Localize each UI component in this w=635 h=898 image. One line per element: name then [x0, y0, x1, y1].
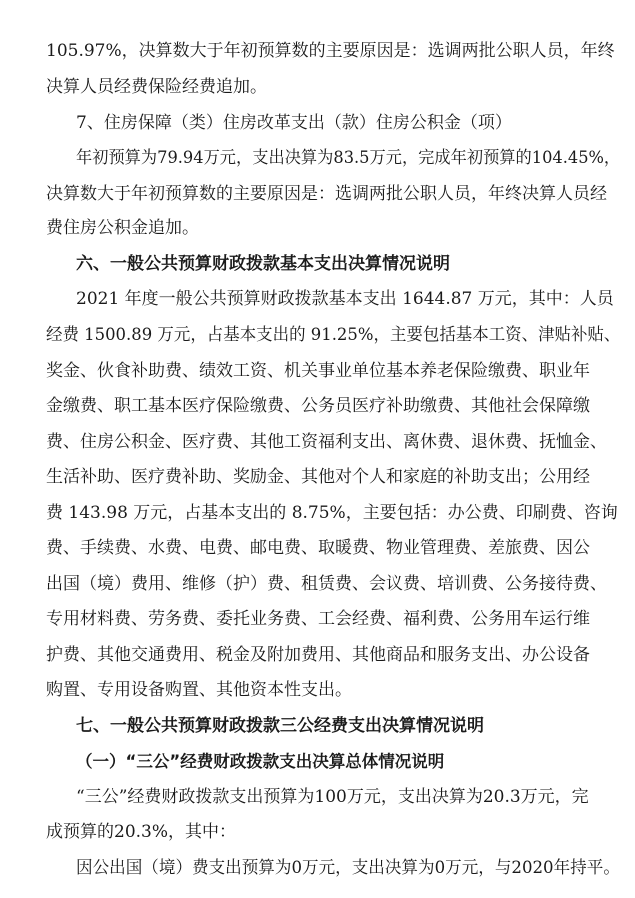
section-7-subheading: （一）“三公”经费财政拨款支出决算总体情况说明	[76, 752, 445, 771]
section-6-line: 购置、专用设备购置、其他资本性支出。	[46, 680, 352, 700]
section-6-line: 费 143.98 万元，占基本支出的 8.75%，主要包括：办公费、印刷费、咨询	[46, 503, 618, 523]
paragraph-1-line-2: 决算人员经费保险经费追加。	[46, 77, 267, 97]
section-6-line: 生活补助、医疗费补助、奖励金、其他对个人和家庭的补助支出；公用经	[46, 467, 590, 487]
item-7-line-1: 年初预算为79.94万元，支出决算为83.5万元，完成年初预算的104.45%，	[76, 148, 621, 168]
section-6-heading: 六、一般公共预算财政拨款基本支出决算情况说明	[76, 254, 450, 274]
paragraph-1-line-1: 105.97%，决算数大于年初预算数的主要原因是：选调两批公职人员，年终	[46, 41, 615, 61]
section-6-line: 费、住房公积金、医疗费、其他工资福利支出、离休费、退休费、抚恤金、	[46, 432, 607, 452]
section-6-line: 费、手续费、水费、电费、邮电费、取暖费、物业管理费、差旅费、因公	[46, 538, 590, 558]
section-7-line-3: 因公出国（境）费支出预算为0万元，支出决算为0万元，与2020年持平。	[76, 858, 620, 878]
section-7-heading: 七、一般公共预算财政拨款三公经费支出决算情况说明	[76, 716, 484, 736]
section-6-line: 出国（境）费用、维修（护）费、租赁费、会议费、培训费、公务接待费、	[46, 574, 607, 594]
section-6-line: 经费 1500.89 万元，占基本支出的 91.25%，主要包括基本工资、津贴补贴、	[46, 325, 621, 345]
section-6-line: 护费、其他交通费用、税金及附加费用、其他商品和服务支出、办公设备	[46, 645, 590, 665]
section-6-line: 金缴费、职工基本医疗保险缴费、公务员医疗补助缴费、其他社会保障缴	[46, 396, 590, 416]
section-6-line: 奖金、伙食补助费、绩效工资、机关事业单位基本养老保险缴费、职业年	[46, 361, 590, 381]
section-7-line-2: 成预算的20.3%，其中：	[46, 822, 237, 842]
item-7-line-2: 决算数大于年初预算数的主要原因是：选调两批公职人员，年终决算人员经	[46, 184, 607, 204]
section-6-line: 专用材料费、劳务费、委托业务费、工会经费、福利费、公务用车运行维	[46, 609, 590, 629]
section-7-line-1: “三公”经费财政拨款支出预算为100万元，支出决算为20.3万元，完	[76, 787, 589, 807]
item-7-line-3: 费住房公积金追加。	[46, 218, 199, 238]
section-6-line: 2021 年度一般公共预算财政拨款基本支出 1644.87 万元，其中：人员	[76, 289, 614, 309]
item-7-title: 7、住房保障（类）住房改革支出（款）住房公积金（项）	[76, 113, 512, 133]
